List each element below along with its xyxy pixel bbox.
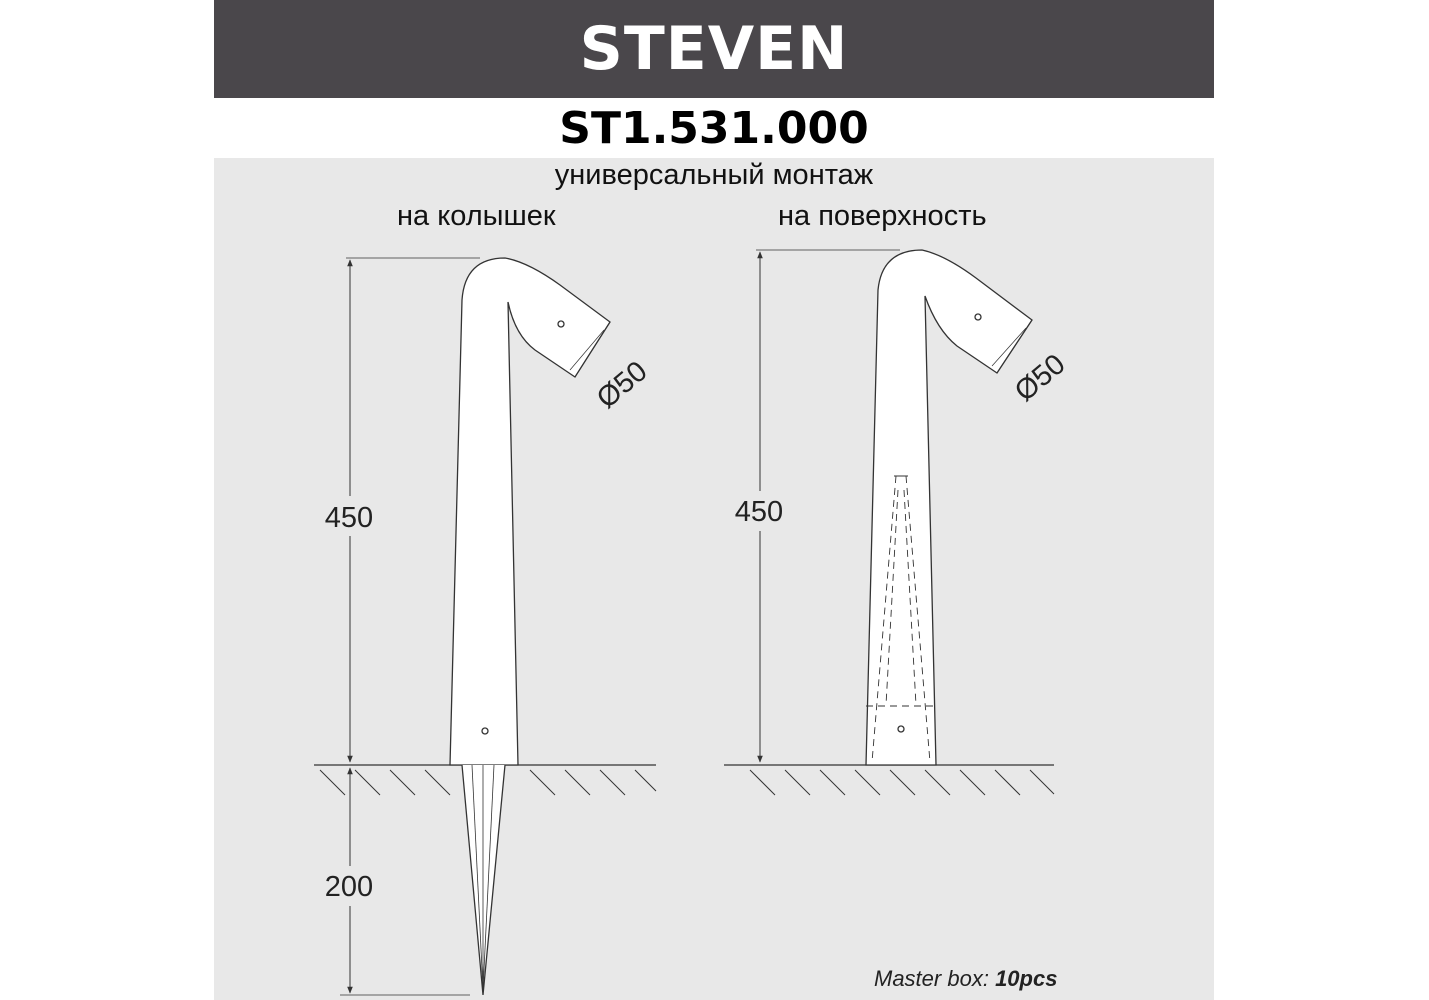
height-dimension-left: 450 bbox=[324, 502, 374, 534]
spike-dimension: 200 bbox=[324, 871, 374, 903]
lamp-body-left bbox=[450, 258, 610, 765]
product-title: STEVEN bbox=[579, 14, 849, 84]
height-dimension-right: 450 bbox=[734, 496, 784, 528]
diameter-dimension-left: Ø50 bbox=[590, 355, 654, 415]
stake-mount-label: на колышек bbox=[397, 200, 556, 232]
surface-mount-label: на поверхность bbox=[778, 200, 987, 232]
lamp-body-right bbox=[866, 250, 1032, 765]
spike bbox=[462, 765, 505, 995]
master-box-label: Master box: bbox=[874, 966, 989, 991]
mounting-subtitle: универсальный монтаж bbox=[554, 159, 874, 191]
ground-hatch-right bbox=[750, 770, 1054, 795]
diameter-dimension-right: Ø50 bbox=[1008, 348, 1072, 408]
master-box-note bbox=[874, 966, 1057, 992]
master-box-value: 10pcs bbox=[995, 966, 1058, 991]
product-code: ST1.531.000 bbox=[559, 102, 869, 154]
